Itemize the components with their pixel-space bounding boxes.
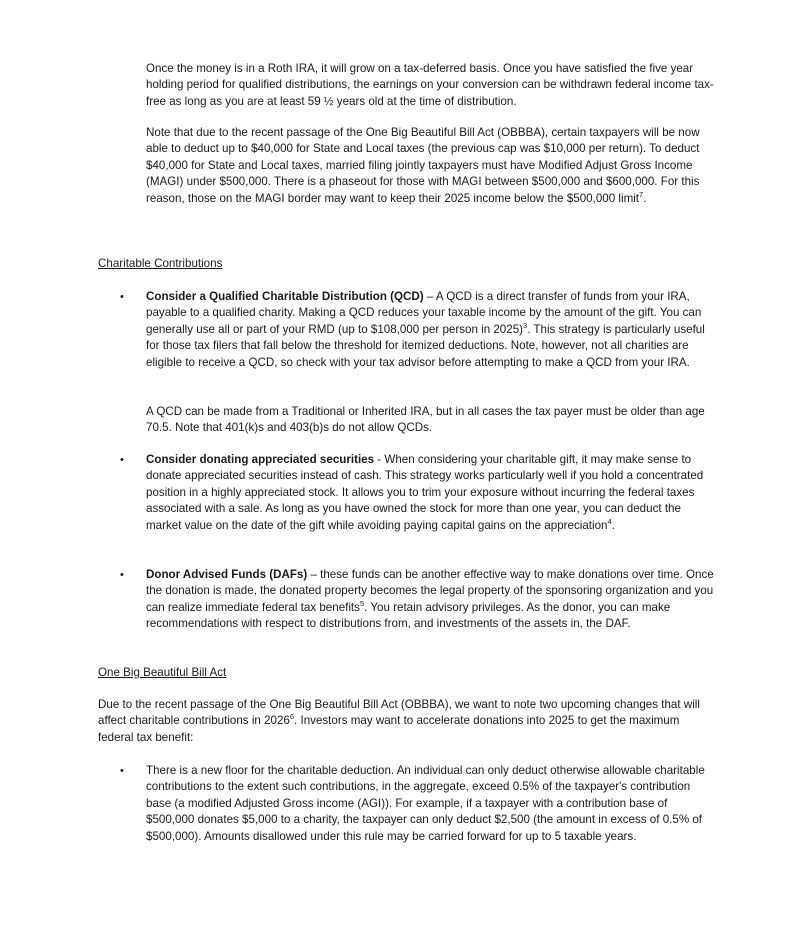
footnote-ref: 4 (607, 516, 612, 526)
appreciated-securities-paragraph: Consider donating appreciated securities - When considering your charitable gift, it may make sense to donate appreciated securities instead of cash. This strategy works particularly well if you hold a concentrated position in a highly appreciated stock. It allows you to trim your exposure without incurring the federal taxes associated with a sale. As long as you have owned the stock for more than one year, you can deduct the market value on the date of the gift while avoiding paying capital gains on the appreciation$^4$. (146, 453, 704, 532)
charitable-contributions-heading: Charitable Contributions (98, 257, 223, 270)
footnote-ref: 3 (523, 320, 528, 330)
bullet-appreciated: • (120, 454, 124, 466)
daf-paragraph: Donor Advised Funds (DAFs) – these funds can be another effective way to make donations over time. Once the donation is made, the donated property becomes the legal property of the sponsoring organization and you can realize immediate federal tax benefits$^5$. You retain advisory privileges. As the donor, you can make recommendations with respect to distributions from, and investments of the assets in, the DAF. (146, 568, 714, 631)
obbba-heading: One Big Beautiful Bill Act (98, 666, 227, 679)
qcd-followup-paragraph: A QCD can be made from a Traditional or Inherited IRA, but in all cases the tax payer must be older than age 70.5. Note that 401(k)s and 403(b)s do not allow QCDs. (146, 405, 705, 435)
footnote-ref: 7 (639, 189, 644, 199)
appreciated-title: Consider donating appreciated securities (146, 453, 375, 466)
deduction-floor-paragraph: There is a new floor for the charitable deduction. An individual can only deduct otherwise allowable charitable contributions to the extent such contributions, in the aggregate, exceed 0.5% of the taxpayer's contribution base (a modified Adjusted Gross income (AGI)). For example, if a taxpayer with a contribution base of $500,000 donates $5,000 to a charity, the taxpayer can only deduct $2,500 (the amount in excess of 0.5% of $500,000). Amounts disallowed under this rule may be carried forward for up to 5 taxable years. (146, 764, 705, 843)
bullet-qcd: • (120, 291, 124, 303)
obbba-intro-paragraph: Due to the recent passage of the One Big Beautiful Bill Act (OBBBA), we want to note two upcoming changes that will affect charitable contributions in 2026$^6$. Investors may want to accelerate donations into 2025 to get the maximum federal tax benefit: (98, 698, 700, 744)
bullet-daf: • (120, 569, 124, 581)
footnote-ref: 6 (289, 712, 295, 722)
salt-deduction-paragraph: Note that due to the recent passage of the One Big Beautiful Bill Act (OBBBA), certain taxpayers will be now able to deduct up to $40,000 for State and Local taxes (the previous cap was $10,000 per return). To deduct $40,000 for State and Local taxes, married filing jointly taxpayers must have Modified Adjust Gross Income (MAGI) under $500,000. There is a phaseout for those with MAGI between $500,000 and $600,000. For this reason, those on the MAGI border may want to keep their 2025 income below the $500,000 limit$^7$. (146, 126, 700, 205)
roth-growth-paragraph: Once the money is in a Roth IRA, it will grow on a tax-deferred basis. Once you have satisfied the five year holding period for qualified distributions, the earnings on your conversion can be withdrawn federal income tax-free as long as you are at least 59 ½ years old at the time of distribution. (146, 62, 714, 108)
bullet-floor: • (120, 765, 124, 777)
qcd-title: Consider a Qualified Charitable Distribution (QCD) (146, 290, 424, 303)
daf-title: Donor Advised Funds (DAFs) (146, 568, 308, 581)
footnote-ref: 5 (359, 598, 365, 608)
qcd-paragraph: Consider a Qualified Charitable Distribution (QCD) – A QCD is a direct transfer of funds from your IRA, payable to a qualified charity. Making a QCD reduces your taxable income by the amount of the gift. You can generally use all or part of your RMD (up to $108,000 per person in 2025)$^3$. This strategy is particularly useful for those tax filers that fall below the threshold for itemized deductions. Note, however, not all charities are eligible to receive a QCD, so check with your tax advisor before attempting to make a QCD from your IRA. (146, 290, 705, 369)
